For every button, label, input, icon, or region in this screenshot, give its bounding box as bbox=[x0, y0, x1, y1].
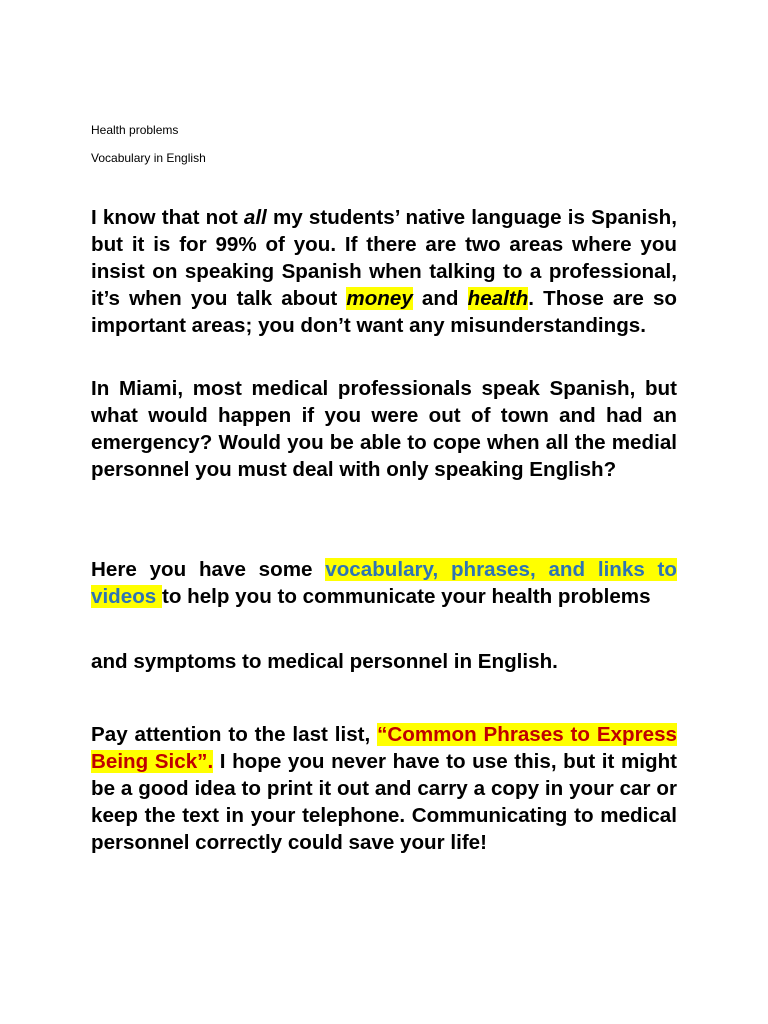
last-list-text-2: I hope you never have to use this, but it might be a good idea to print it out and carry a copy in your car or keep the text in your telephone. Communicating to medical personnel correctly could save your life! bbox=[91, 750, 677, 854]
highlight-money: money bbox=[346, 287, 413, 310]
last-list-text-1: Pay attention to the last list, bbox=[91, 723, 378, 746]
document-subtitle: Vocabulary in English bbox=[91, 151, 206, 165]
intro-text-3: and bbox=[412, 287, 468, 310]
intro-paragraph bbox=[91, 204, 677, 339]
intro-text-4: . Those are so important areas; you don’t want any misunderstandings. bbox=[91, 287, 677, 337]
vocabulary-text-1: Here you have some bbox=[91, 558, 326, 581]
miami-paragraph: In Miami, most medical professionals speak Spanish, but what would happen if you were out of town and had an emergency? Would you be able to cope when all the medial personnel you must deal with only speaking English? bbox=[91, 377, 677, 481]
intro-text-2: my students’ native language is Spanish, but it is for 99% of you. If there are two areas where you insist on speaking Spanish when talking to a professional, it’s when you talk about bbox=[91, 206, 677, 310]
last-list-paragraph bbox=[91, 721, 677, 856]
vocabulary-paragraph bbox=[91, 556, 677, 610]
document-title: Health problems bbox=[91, 123, 179, 137]
highlight-health: health bbox=[467, 287, 529, 310]
intro-text-1: I know that not bbox=[91, 206, 244, 229]
symptoms-paragraph: and symptoms to medical personnel in English. bbox=[91, 650, 558, 673]
highlight-common-phrases: “Common Phrases to Express Being Sick”. bbox=[91, 723, 678, 773]
vocabulary-text-2: to help you to communicate your health problems bbox=[161, 585, 651, 608]
intro-italic-all: all bbox=[243, 206, 267, 229]
vocabulary-link[interactable]: vocabulary, phrases, and links to videos bbox=[91, 558, 677, 608]
